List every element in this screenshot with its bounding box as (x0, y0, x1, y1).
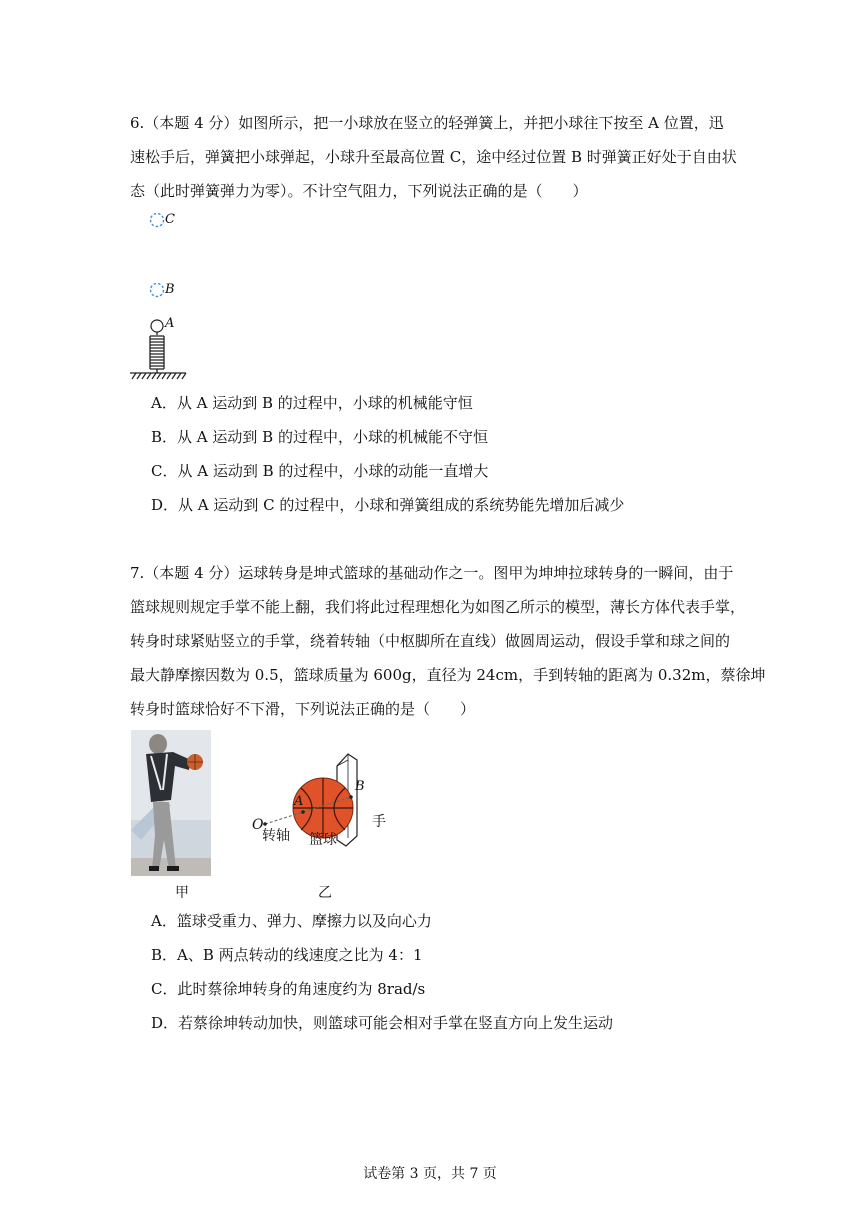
label-yi: 乙 (318, 885, 332, 901)
q7-option-a: A．篮球受重力、弹力、摩擦力以及向心力 (151, 912, 432, 930)
ball-position-c-icon (151, 214, 164, 227)
label-a-model: A (294, 794, 304, 809)
label-a: A (165, 316, 175, 331)
head-icon (149, 734, 167, 754)
label-jia: 甲 (175, 885, 189, 901)
q7-option-c: C．此时蔡徐坤转身的角速度约为 8rad/s (151, 980, 426, 998)
label-b-model: B (355, 779, 365, 794)
q6-option-c: C．从 A 运动到 B 的过程中，小球的动能一直增大 (151, 462, 489, 480)
q6-option-d: D．从 A 运动到 C 的过程中，小球和弹簧组成的系统势能先增加后减少 (151, 496, 625, 514)
ground-icon (130, 373, 186, 379)
q6-option-a: A．从 A 运动到 B 的过程中，小球的机械能守恒 (151, 394, 473, 412)
label-hand: 手 (372, 814, 386, 830)
q6-stem-line-1: 6.（本题 4 分）如图所示，把一小球放在竖立的轻弹簧上，并把小球往下按至 A 位置，迅 (130, 114, 724, 132)
spring-ball-figure (128, 205, 198, 380)
q7-stem-line-5: 转身时篮球恰好不下滑，下列说法正确的是（ ） (130, 700, 476, 718)
q7-stem-line-4: 最大静摩擦因数为 0.5，篮球质量为 600g，直径为 24cm，手到转轴的距离为 0.32m，蔡徐坤 (130, 666, 766, 684)
q7-stem-line-2: 篮球规则规定手掌不能上翻，我们将此过程理想化为如图乙所示的模型，薄长方体代表手掌， (130, 598, 746, 616)
player-photo (131, 730, 211, 876)
ball-position-a-icon (151, 320, 163, 332)
q6-stem-line-3: 态（此时弹簧弹力为零）。不计空气阻力，下列说法正确的是（ ） (130, 182, 588, 200)
q7-stem-line-1: 7.（本题 4 分）运球转身是坤式篮球的基础动作之一。图甲为坤坤拉球转身的一瞬间，由于 (130, 564, 734, 582)
spring-icon (150, 332, 164, 373)
page-footer: 试卷第 3 页，共 7 页 (363, 1166, 497, 1182)
label-b: B (165, 282, 175, 297)
q7-option-b: B．A、B 两点转动的线速度之比为 4：1 (151, 946, 423, 964)
q7-option-d: D．若蔡徐坤转动加快，则篮球可能会相对手掌在竖直方向上发生运动 (151, 1014, 614, 1032)
ball-position-b-icon (151, 284, 164, 297)
label-c: C (165, 212, 175, 227)
label-axis: 转轴 (262, 828, 290, 844)
label-o: O (252, 817, 264, 833)
q7-stem-line-3: 转身时球紧贴竖立的手掌，绕着转轴（中枢脚所在直线）做圆周运动，假设手掌和球之间的 (130, 632, 731, 650)
label-ball: 篮球 (309, 832, 337, 848)
q6-stem-line-2: 速松手后，弹簧把小球弹起，小球升至最高位置 C，途中经过位置 B 时弹簧正好处于自由状 (130, 148, 737, 166)
q6-option-b: B．从 A 运动到 B 的过程中，小球的机械能不守恒 (151, 428, 488, 446)
